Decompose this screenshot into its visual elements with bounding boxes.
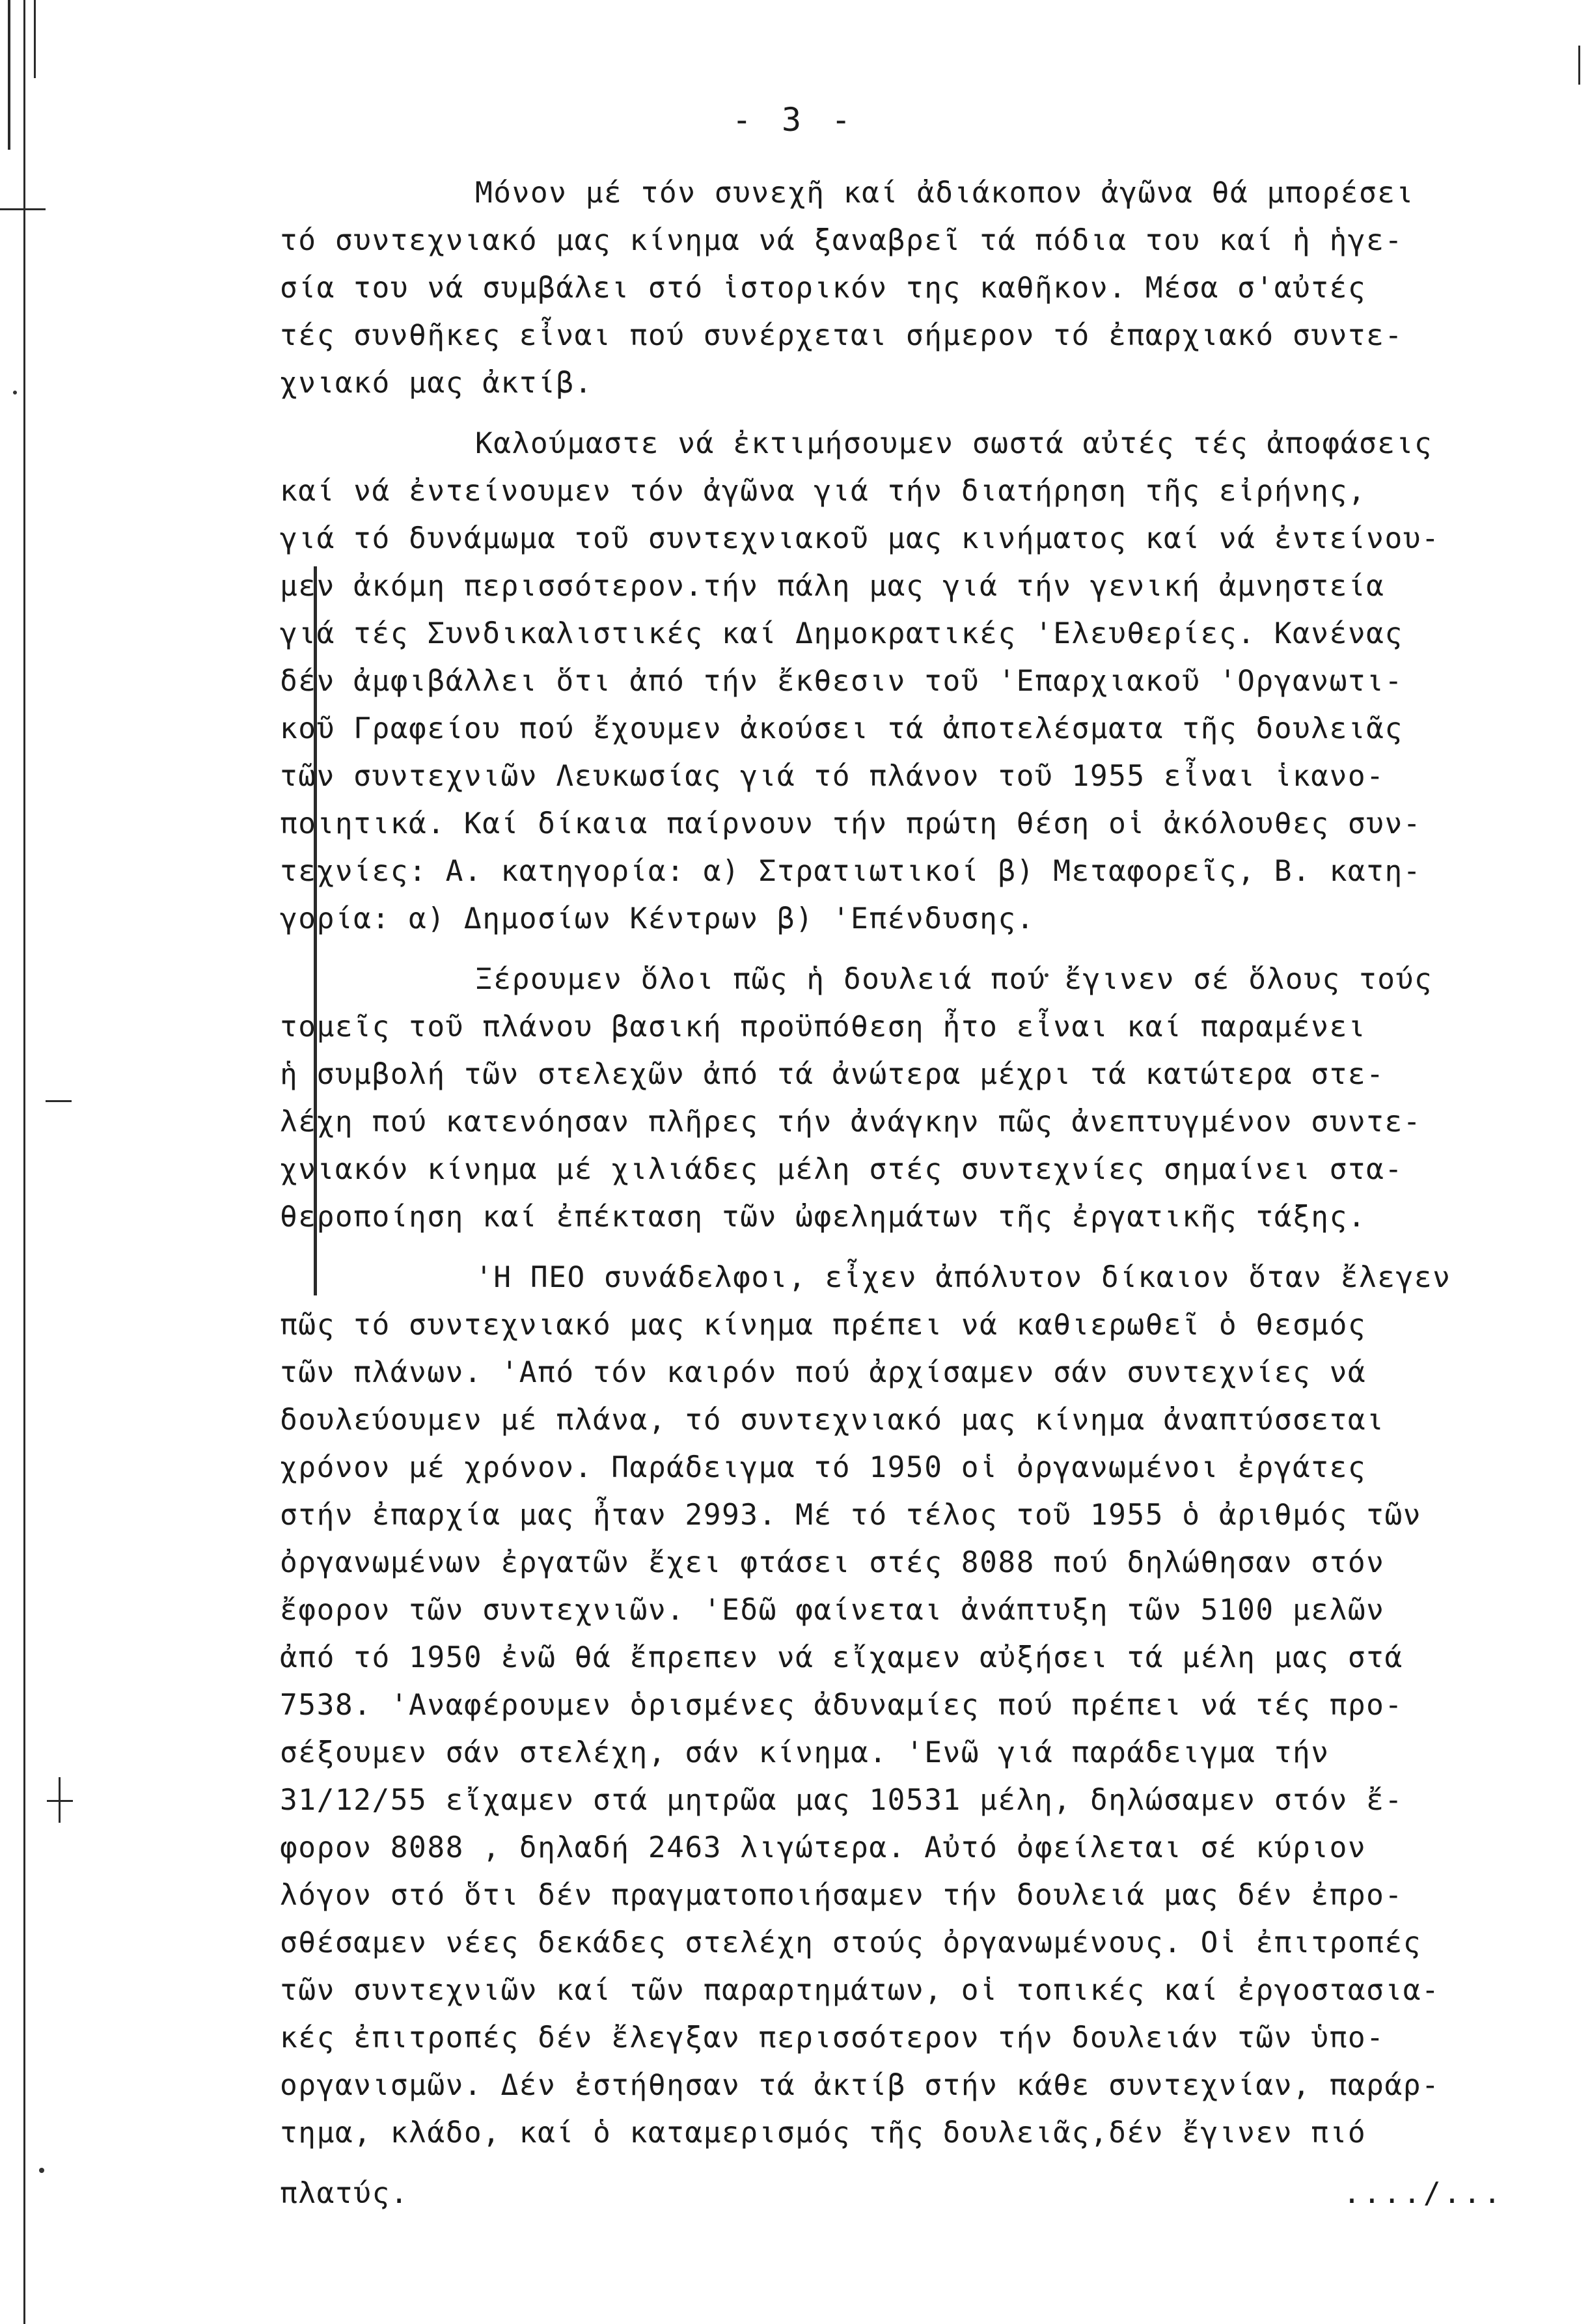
scan-margin-line [34, 0, 36, 78]
text-line: δουλεύουμεν μέ πλάνα, τό συντεχνιακό μας κίνημα ἀναπτύσσεται [280, 1404, 1385, 1437]
scan-margin-line [8, 0, 10, 150]
continuation-mark: ..../... [1343, 2177, 1503, 2210]
scan-margin-line [1578, 46, 1580, 85]
scan-margin-line [0, 208, 46, 210]
text-line: σθέσαμεν νέες δεκάδες στελέχη στούς ὀργανωμένους. Οἱ ἐπιτροπές [280, 1926, 1422, 1959]
text-line: τό συντεχνιακό μας κίνημα νά ξαναβρεῖ τά πόδια του καί ἡ ἡγε- [280, 224, 1403, 257]
text-line: δέν ἀμφιβάλλει ὅτι ἀπό τήν ἔκθεσιν τοῦ 'Επαρχιακοῦ 'Οργανωτι- [280, 665, 1403, 698]
last-line-text: πλατύς. [280, 2177, 409, 2210]
scan-margin-line [23, 0, 25, 2324]
text-line: τομεῖς τοῦ πλάνου βασική προϋπόθεση ἦτο εἶναι καί παραμένει [280, 1010, 1367, 1044]
text-line: τῶν συντεχνιῶν Λευκωσίας γιά τό πλάνον τοῦ 1955 εἶναι ἱκανο- [280, 760, 1385, 793]
scan-speck [39, 2168, 44, 2173]
text-line: γιά τές Συνδικαλιστικές καί Δημοκρατικές 'Ελευθερίες. Κανένας [280, 617, 1403, 650]
text-line: τημα, κλάδο, καί ὁ καταμερισμός τῆς δουλειᾶς,δέν ἔγινεν πιό [280, 2116, 1367, 2150]
text-line: φορον 8088 , δηλαδή 2463 λιγώτερα. Αὐτό ὀφείλεται σέ κύριον [280, 1831, 1367, 1864]
text-line: χνιακόν κίνημα μέ χιλιάδες μέλη στές συντεχνίες σημαίνει στα- [280, 1153, 1403, 1186]
text-line: κές ἐπιτροπές δέν ἔλεγξαν περισσότερον τήν δουλειάν τῶν ὑπο- [280, 2021, 1385, 2054]
text-line: λέχη πού κατενόησαν πλῆρες τήν ἀνάγκην πῶς ἀνεπτυγμένον συντε- [280, 1105, 1422, 1139]
text-line: χνιακό μας ἀκτίβ. [280, 367, 593, 400]
text-line: ποιητικά. Καί δίκαια παίρνουν τήν πρώτη θέση οἱ ἀκόλουθες συν- [280, 807, 1422, 840]
text-line: γορία: α) Δημοσίων Κέντρων β) 'Επένδυσης. [280, 902, 1035, 935]
text-line: τῶν πλάνων. 'Από τόν καιρόν πού ἀρχίσαμεν σάν συντεχνίες νά [280, 1356, 1367, 1389]
text-line: Μόνον μέ τόν συνεχῆ καί ἀδιάκοπον ἀγῶνα θά μπορέσει [475, 176, 1414, 210]
scan-speck [13, 391, 17, 394]
text-line: τές συνθῆκες εἶναι πού συνέρχεται σήμερον τό ἐπαρχιακό συντε- [280, 319, 1403, 352]
text-line: 7538. 'Αναφέρουμεν ὁρισμένες ἀδυναμίες πού πρέπει νά τές προ- [280, 1689, 1403, 1722]
text-line: λόγον στό ὅτι δέν πραγματοποιήσαμεν τήν δουλειά μας δέν ἐπρο- [280, 1879, 1403, 1912]
page-number: - 3 - [732, 101, 857, 139]
text-line: τῶν συντεχνιῶν καί τῶν παραρτημάτων, οἱ τοπικές καί ἐργοστασια- [280, 1974, 1440, 2007]
text-line: στήν ἐπαρχία μας ἦταν 2993. Μέ τό τέλος τοῦ 1955 ὁ ἀριθμός τῶν [280, 1499, 1422, 1532]
scan-margin-line [59, 1777, 61, 1823]
text-line: τεχνίες: Α. κατηγορία: α) Στρατιωτικοί β) Μεταφορεῖς, Β. κατη- [280, 855, 1422, 888]
document-body [280, 169, 1556, 2217]
text-line: καί νά ἐντείνουμεν τόν ἀγῶνα γιά τήν διατήρηση τῆς εἰρήνης, [280, 475, 1367, 508]
closing-line [280, 2170, 1503, 2217]
paragraph-1 [280, 169, 1556, 407]
text-line: οργανισμῶν. Δέν ἐστήθησαν τά ἀκτίβ στήν κάθε συντεχνίαν, παράρ- [280, 2069, 1440, 2102]
text-line: γιά τό δυνάμωμα τοῦ συντεχνιακοῦ μας κινήματος καί νά ἐντείνου- [280, 522, 1440, 555]
text-line: Καλούμαστε νά ἐκτιμήσουμεν σωστά αὐτές τές ἀποφάσεις [475, 427, 1433, 460]
text-line: ὀργανωμένων ἐργατῶν ἔχει φτάσει στές 8088 πού δηλώθησαν στόν [280, 1546, 1385, 1579]
text-line: πῶς τό συντεχνιακό μας κίνημα πρέπει νά καθιερωθεῖ ὁ θεσμός [280, 1308, 1367, 1342]
text-line: σία του νά συμβάλει στό ἱστορικόν της καθῆκον. Μέσα σ'αὐτές [280, 271, 1367, 305]
text-line: ἀπό τό 1950 ἐνῶ θά ἔπρεπεν νά εἴχαμεν αὐξήσει τά μέλη μας στά [280, 1641, 1403, 1674]
paragraph-4 [280, 1254, 1556, 2157]
text-line: 31/12/55 εἴχαμεν στά μητρῶα μας 10531 μέλη, δηλώσαμεν στόν ἔ- [280, 1784, 1403, 1817]
text-line: κοῦ Γραφείου πού ἔχουμεν ἀκούσει τά ἀποτελέσματα τῆς δουλειᾶς [280, 712, 1403, 745]
scan-margin-line [46, 1100, 72, 1102]
text-line: θεροποίηση καί ἐπέκταση τῶν ὠφελημάτων τῆς ἐργατικῆς τάξης. [280, 1200, 1367, 1234]
text-line: σέξουμεν σάν στελέχη, σάν κίνημα. 'Ενῶ γιά παράδειγμα τήν [280, 1736, 1330, 1769]
paragraph-3 [280, 956, 1556, 1241]
paragraph-2 [280, 420, 1556, 943]
text-line: Ξέρουμεν ὅλοι πῶς ἡ δουλειά πού ἔγινεν σέ ὅλους τούς [475, 963, 1433, 996]
text-line: 'Η ΠΕΟ συνάδελφοι, εἶχεν ἀπόλυτον δίκαιον ὅταν ἔλεγεν [475, 1261, 1451, 1294]
text-line: ἔφορον τῶν συντεχνιῶν. 'Εδῶ φαίνεται ἀνάπτυξη τῶν 5100 μελῶν [280, 1594, 1385, 1627]
text-line: μεν ἀκόμη περισσότερον.τήν πάλη μας γιά τήν γενική ἀμνηστεία [280, 570, 1385, 603]
text-line: χρόνον μέ χρόνον. Παράδειγμα τό 1950 οἱ ὀργανωμένοι ἐργάτες [280, 1451, 1367, 1484]
text-line: ἡ συμβολή τῶν στελεχῶν ἀπό τά ἀνώτερα μέχρι τά κατώτερα στε- [280, 1058, 1385, 1091]
